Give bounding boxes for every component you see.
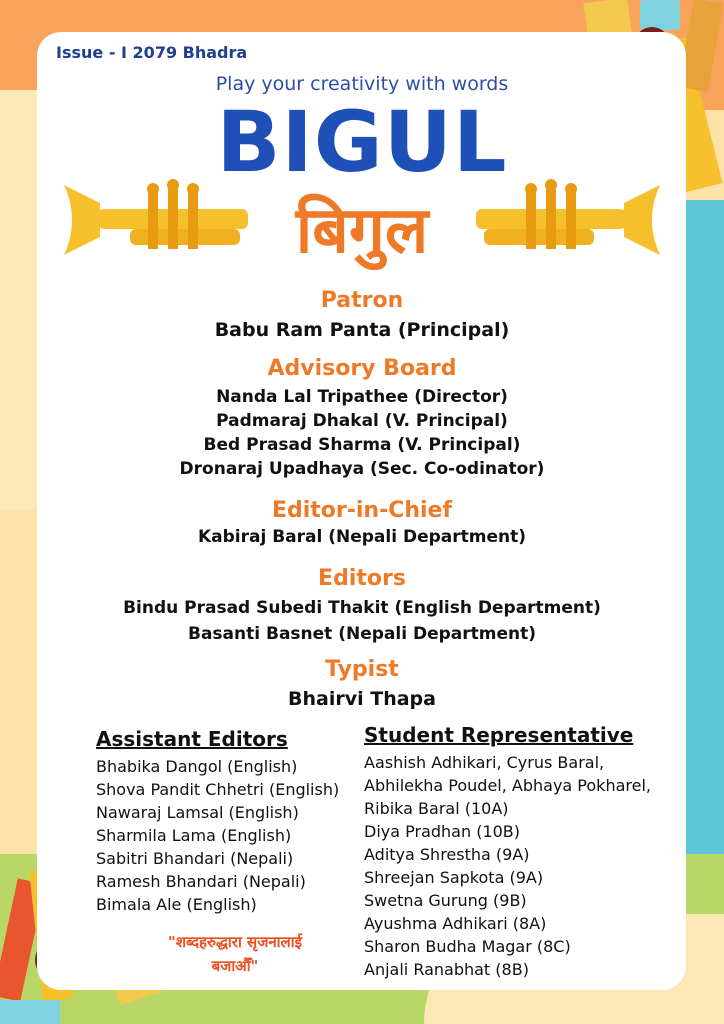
list-item: Bimala Ale (English) xyxy=(96,895,257,914)
list-item: Abhilekha Poudel, Abhaya Pokharel, xyxy=(364,776,651,795)
tagline: Play your creativity with words xyxy=(215,73,509,95)
list-item: Ayushma Adhikari (8A) xyxy=(364,914,547,933)
list-item: Ribika Baral (10A) xyxy=(364,799,509,818)
slogan-quote xyxy=(120,930,350,978)
advisory-member: Nanda Lal Tripathee (Director) xyxy=(216,387,508,407)
advisory-section xyxy=(0,356,724,481)
editors-heading: Editors xyxy=(318,566,406,591)
advisory-member: Dronaraj Upadhaya (Sec. Co-odinator) xyxy=(179,459,545,479)
list-item: Diya Pradhan (10B) xyxy=(364,822,521,841)
slogan-line-2: बजाऔँ" xyxy=(211,957,259,975)
list-item: Nawaraj Lamsal (English) xyxy=(96,803,299,822)
list-item: Bhabika Dangol (English) xyxy=(96,757,298,776)
list-item: Sharon Budha Magar (8C) xyxy=(364,937,571,956)
title-nepali: बिगुल xyxy=(295,194,429,268)
list-item: Swetna Gurung (9B) xyxy=(364,891,527,910)
patron-name: Babu Ram Panta (Principal) xyxy=(214,319,510,341)
typist-name: Bhairvi Thapa xyxy=(288,688,436,710)
assistant-heading: Assistant Editors xyxy=(96,727,288,751)
list-item: Shova Pandit Chhetri (English) xyxy=(96,780,340,799)
student-representative-list xyxy=(364,723,651,981)
patron-heading: Patron xyxy=(320,288,404,313)
list-item: Sharmila Lama (English) xyxy=(96,826,292,845)
advisory-member: Bed Prasad Sharma (V. Principal) xyxy=(203,435,521,455)
list-item: Aditya Shrestha (9A) xyxy=(364,845,530,864)
assistant-editors-list xyxy=(96,727,339,916)
advisory-member: Padmaraj Dhakal (V. Principal) xyxy=(216,411,508,431)
issue-label: Issue - I 2079 Bhadra xyxy=(56,43,248,62)
editors-section xyxy=(0,566,724,647)
list-item: Ramesh Bhandari (Nepali) xyxy=(96,872,306,891)
typist-heading: Typist xyxy=(325,657,399,682)
list-item: Aashish Adhikari, Cyrus Baral, xyxy=(364,753,605,772)
patron-section xyxy=(0,288,724,341)
typist-section xyxy=(0,657,724,710)
chief-heading: Editor-in-Chief xyxy=(271,498,453,523)
editor-member: Bindu Prasad Subedi Thakit (English Department) xyxy=(123,598,601,618)
list-item: Sabitri Bhandari (Nepali) xyxy=(96,849,294,868)
title-english: BIGUL xyxy=(216,93,508,191)
chief-section xyxy=(0,498,724,547)
editor-member: Basanti Basnet (Nepali Department) xyxy=(188,624,536,644)
list-item: Shreejan Sapkota (9A) xyxy=(364,868,544,887)
list-item: Anjali Ranabhat (8B) xyxy=(364,960,529,979)
advisory-heading: Advisory Board xyxy=(267,356,457,381)
slogan-line-1: "शब्दहरुद्धारा सृजनालाई xyxy=(168,933,302,951)
chief-name: Kabiraj Baral (Nepali Department) xyxy=(197,527,527,547)
students-heading: Student Representative xyxy=(364,723,634,747)
